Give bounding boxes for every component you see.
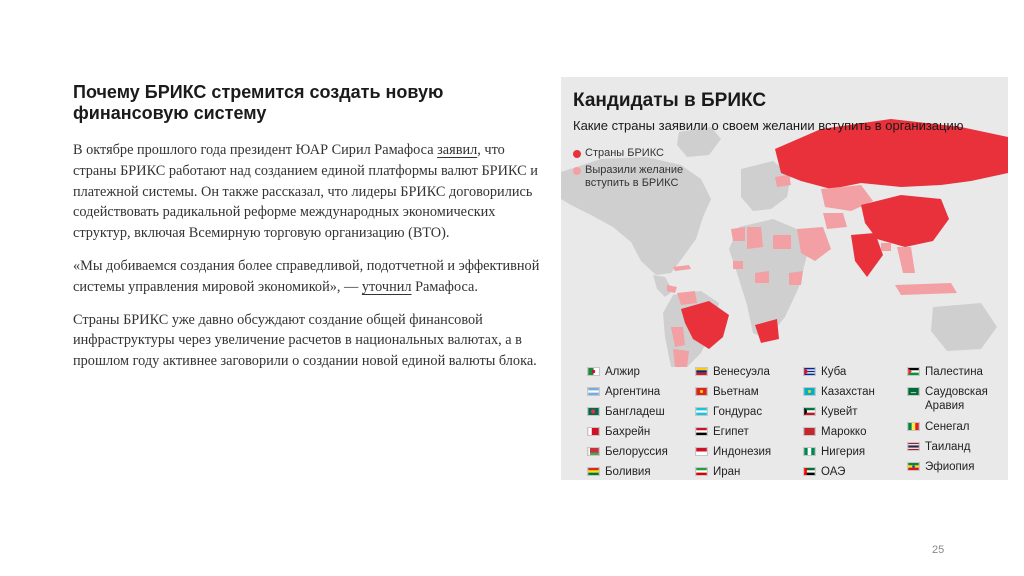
vietnam-flag-icon (695, 387, 708, 396)
brics-candidates-infographic (561, 77, 1008, 480)
slide-number: 25 (932, 544, 945, 556)
belarus-flag-icon (587, 447, 600, 456)
palestine-flag-icon (907, 367, 920, 376)
country-item: Кувейт (803, 405, 858, 419)
egypt-flag-icon (695, 427, 708, 436)
link-zayavil[interactable]: заявил (437, 142, 478, 158)
country-item: Бахрейн (587, 425, 650, 439)
country-item: Венесуэла (695, 365, 770, 379)
nigeria-flag-icon (803, 447, 816, 456)
country-item: Бангладеш (587, 405, 665, 419)
country-item: Таиланд (907, 440, 971, 454)
country-item: Вьетнам (695, 385, 759, 399)
article-body (73, 140, 551, 384)
country-item: Сенегал (907, 420, 970, 434)
infographic-title: Кандидаты в БРИКС (573, 90, 767, 111)
slide-heading: Почему БРИКС стремится создать новую финансовую систему (73, 82, 444, 123)
bahrain-flag-icon (587, 427, 600, 436)
bolivia-flag-icon (587, 467, 600, 476)
legend-dot-members (573, 150, 581, 158)
country-item: Боливия (587, 465, 651, 479)
country-item: Индонезия (695, 445, 771, 459)
country-item: Нигерия (803, 445, 865, 459)
kazakhstan-flag-icon (803, 387, 816, 396)
cuba-flag-icon (803, 367, 816, 376)
legend-wishing: Выразили желание вступить в БРИКС (573, 164, 703, 190)
kuwait-flag-icon (803, 407, 816, 416)
country-item: Марокко (803, 425, 866, 439)
country-item: Белоруссия (587, 445, 668, 459)
senegal-flag-icon (907, 422, 920, 431)
country-item: ОАЭ (803, 465, 845, 479)
legend-members: Страны БРИКС (573, 147, 703, 160)
bangladesh-flag-icon (587, 407, 600, 416)
country-item: Египет (695, 425, 749, 439)
algeria-flag-icon (587, 367, 600, 376)
candidate-country-list (561, 362, 1008, 480)
link-utochnil[interactable]: уточнил (361, 278, 412, 295)
paragraph-3: Страны БРИКС уже давно обсуждают создание общей финансовой инфраструктуры через увеличение расчетов в национальных валютах, а в прошлом году активнее заговорили о создании новой единой валюты блока. (73, 311, 537, 370)
morocco-flag-icon (803, 427, 816, 436)
paragraph-2: «Мы добиваемся создания более справедливой, подотчетной и эффективной системы управления мировой экономикой», — уточнил Рамафоса. (73, 257, 540, 295)
thailand-flag-icon (907, 442, 920, 451)
uae-flag-icon (803, 467, 816, 476)
map-legend (573, 147, 703, 194)
iran-flag-icon (695, 467, 708, 476)
country-item: Аргентина (587, 385, 660, 399)
infographic-subtitle: Какие страны заявили о своем желании вступить в организацию (573, 118, 964, 133)
indonesia-flag-icon (695, 447, 708, 456)
country-item: Эфиопия (907, 460, 974, 474)
country-item: Саудовская Аравия (907, 385, 1002, 413)
country-item: Гондурас (695, 405, 762, 419)
country-item: Иран (695, 465, 740, 479)
country-item: Казахстан (803, 385, 875, 399)
country-item: Алжир (587, 365, 640, 379)
argentina-flag-icon (587, 387, 600, 396)
country-item: Палестина (907, 365, 983, 379)
venezuela-flag-icon (695, 367, 708, 376)
ethiopia-flag-icon (907, 462, 920, 471)
saudi-arabia-flag-icon (907, 387, 920, 396)
honduras-flag-icon (695, 407, 708, 416)
paragraph-1: В октябре прошлого года президент ЮАР Сирил Рамафоса заявил, что страны БРИКС работают над созданием единой платформы валют БРИКС и платежной системы. Он также рассказал, что лидеры БРИКС договорились содействовать радикальной реформе международных экономических структур, включая Всемирную торговую организацию (ВТО). (73, 142, 538, 242)
legend-dot-wishing (573, 167, 581, 175)
country-item: Куба (803, 365, 846, 379)
